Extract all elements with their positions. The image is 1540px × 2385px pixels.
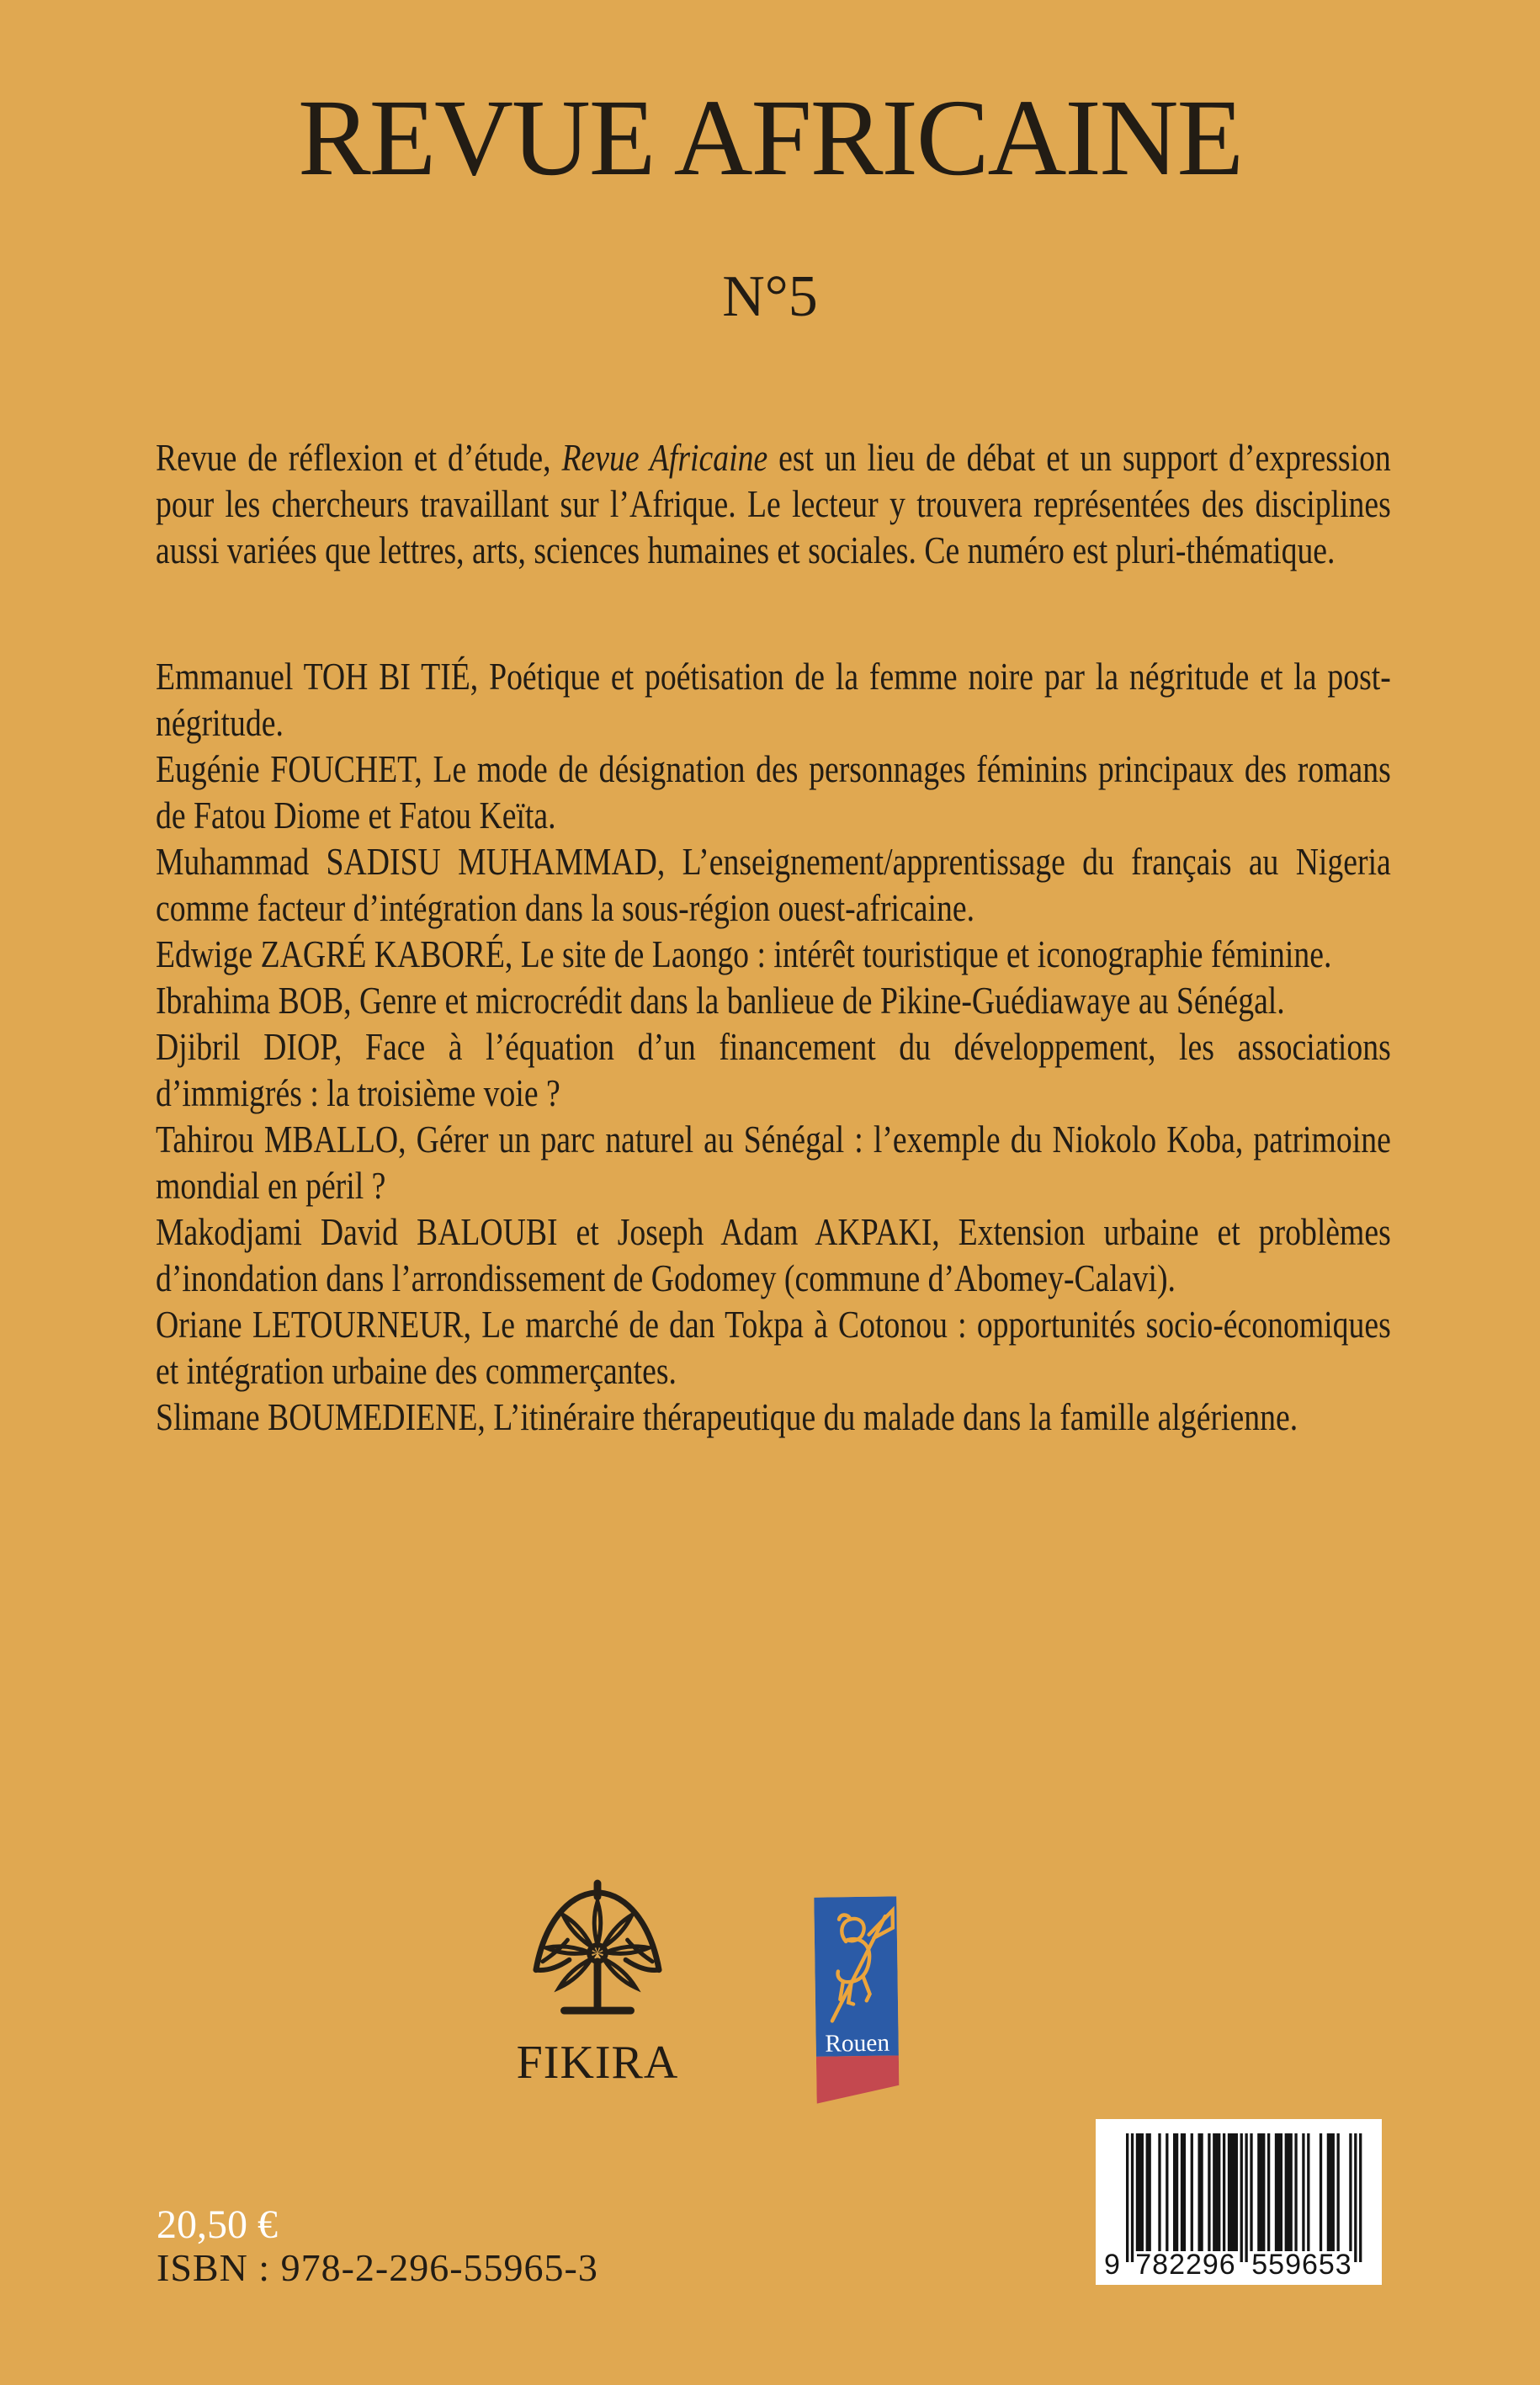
issue-number: N°5 [722, 264, 818, 329]
article-author: Edwige ZAGRÉ KABORÉ [156, 932, 505, 975]
article-title: Genre et microcrédit dans la banlieue de Pikine-Guédiawaye au Sénégal. [359, 979, 1285, 1022]
article-title: L’enseignement/apprentissage du français au Nigeria comme facteur d’intégration dans la sous-région ouest-africaine. [156, 840, 1391, 929]
intro-text-after: est un lieu de débat et un support d’expression pour les chercheurs travaillant sur l’Afrique. Le lecteur y trouvera représentées des disciplines aussi variées que lettres, arts, sciences humaines et sociales. Ce numéro est pluri-thématique. [156, 436, 1391, 571]
article-item [156, 931, 1391, 977]
rouen-publisher-logo [814, 1896, 899, 2107]
article-item [156, 1394, 1391, 1440]
article-title: L’itinéraire thérapeutique du malade dans la famille algérienne. [493, 1395, 1298, 1438]
article-separator: , [414, 747, 433, 790]
article-item [156, 1301, 1391, 1394]
article-item [156, 1116, 1391, 1208]
fikira-publisher-logo [503, 1873, 692, 2089]
article-item [156, 838, 1391, 931]
article-title: Gérer un parc naturel au Sénégal : l’exemple du Niokolo Koba, patrimoine mondial en péril ? [156, 1118, 1391, 1207]
barcode [1096, 2119, 1382, 2285]
barcode-digit-group-right: 559653 [1251, 2249, 1352, 2281]
article-title: Face à l’équation d’un financement du développement, les associations d’immigrés : la troisième voie ? [156, 1025, 1391, 1114]
article-author: Oriane LETOURNEUR [156, 1303, 464, 1346]
article-author: Eugénie FOUCHET [156, 747, 415, 790]
fikira-tree-icon [531, 1873, 664, 2023]
article-separator: , [333, 1025, 366, 1068]
article-author: Emmanuel TOH BI TIÉ [156, 655, 470, 698]
article-author: Tahirou MBALLO [156, 1118, 399, 1161]
article-author: Slimane BOUMEDIENE [156, 1395, 478, 1438]
article-title: Le marché de dan Tokpa à Cotonou : opportunités socio-économiques et intégration urbaine des commerçantes. [156, 1303, 1391, 1392]
article-item [156, 653, 1391, 746]
intro-paragraph [156, 434, 1391, 573]
rouen-red-band [816, 2055, 900, 2103]
barcode-digit-group-first: 9 [1104, 2249, 1121, 2281]
journal-title: REVUE AFRICAINE [298, 77, 1242, 199]
article-item [156, 746, 1391, 838]
article-title: Le mode de désignation des personnages féminins principaux des romans de Fatou Diome et Fatou Keïta. [156, 747, 1391, 837]
article-separator: , [932, 1210, 959, 1253]
article-separator: , [463, 1303, 482, 1346]
article-separator: , [504, 932, 521, 975]
article-separator: , [343, 979, 360, 1022]
article-title: Extension urbaine et problèmes d’inondation dans l’arrondissement de Godomey (commune d’Abomey-Calavi). [156, 1210, 1391, 1299]
fikira-wordmark: FIKIRA [516, 2037, 679, 2089]
price-label: 20,50 € [157, 2202, 278, 2247]
barcode-bars [1126, 2133, 1362, 2262]
article-item [156, 1023, 1391, 1116]
article-separator: , [477, 1395, 494, 1438]
article-author: Ibrahima BOB [156, 979, 344, 1022]
isbn-label: ISBN : 978-2-296-55965-3 [157, 2246, 598, 2289]
article-item [156, 1208, 1391, 1301]
intro-text-before: Revue de réflexion et d’étude, [156, 436, 562, 479]
article-item [156, 977, 1391, 1023]
intro-journal-name: Revue Africaine [561, 436, 768, 479]
article-separator: , [656, 840, 682, 883]
barcode-digit-group-left: 782296 [1135, 2249, 1236, 2281]
article-author: Djibril DIOP [156, 1025, 334, 1068]
article-author: Makodjami David BALOUBI et Joseph Adam AKPAKI [156, 1210, 932, 1253]
article-title: Poétique et poétisation de la femme noire par la négritude et la post-négritude. [156, 655, 1391, 744]
rouen-wordmark: Rouen [825, 2029, 890, 2058]
article-author: Muhammad SADISU MUHAMMAD [156, 840, 657, 883]
article-separator: , [398, 1118, 417, 1161]
article-separator: , [470, 655, 490, 698]
article-list [156, 653, 1391, 1440]
article-title: Le site de Laongo : intérêt touristique et iconographie féminine. [520, 932, 1332, 975]
